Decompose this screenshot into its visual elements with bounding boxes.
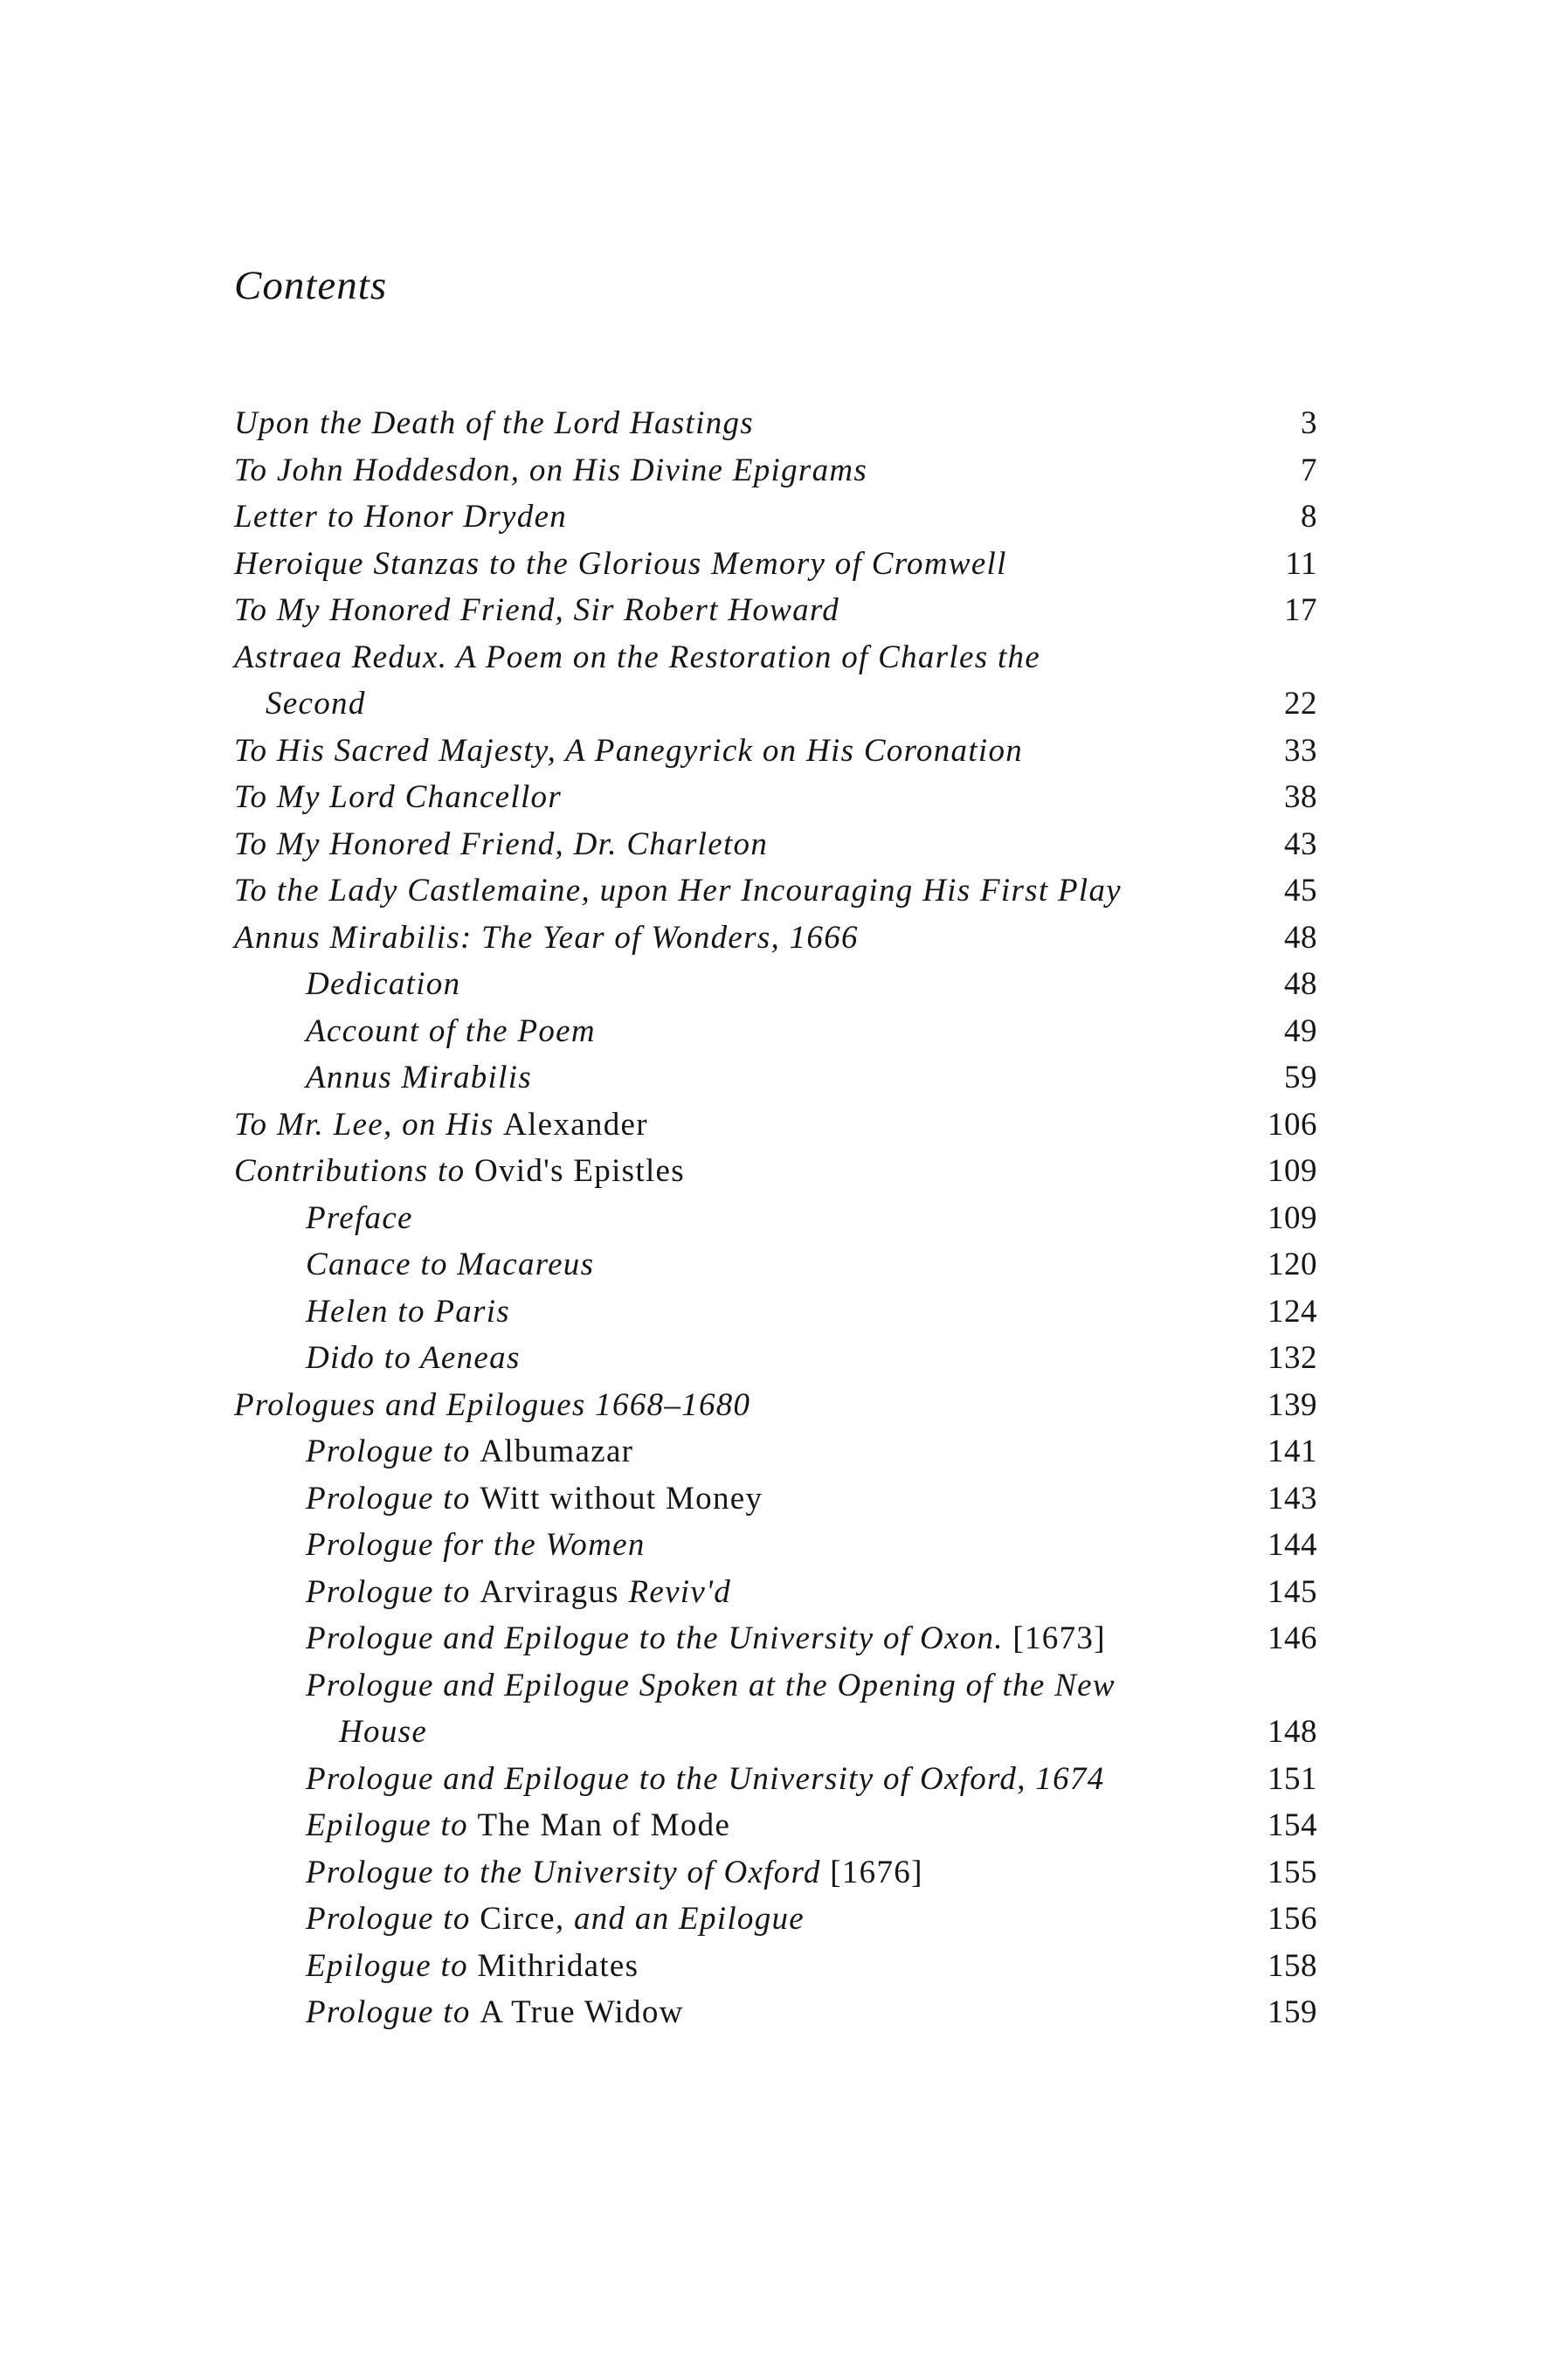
toc-entry-title: [306, 1574, 731, 1610]
toc-entry-title-part: Prologue to: [306, 1480, 480, 1517]
toc-entry: [234, 1802, 1317, 1849]
toc-entry: [234, 587, 1317, 634]
toc-entry-title: [234, 405, 754, 441]
toc-entry: [234, 774, 1317, 821]
toc-entry-page-number: 109: [1268, 1153, 1317, 1189]
toc-entry-page-number: 17: [1284, 592, 1317, 628]
toc-entry-page-number: 159: [1268, 1994, 1317, 2030]
toc-entry: [234, 728, 1317, 775]
toc-entry-title-part: Canace to Macareus: [306, 1247, 595, 1282]
toc-entry-page-number: 48: [1284, 966, 1317, 1002]
toc-entry-title-part: Arviragus: [480, 1573, 619, 1610]
toc-entry: [234, 1989, 1317, 2036]
toc-entry-title-part: Prologue and Epilogue to the University of Oxon.: [306, 1620, 1013, 1656]
toc-entry-page-number: 38: [1284, 779, 1317, 815]
toc-entry-page-number: 151: [1268, 1760, 1317, 1797]
toc-entry: [234, 1615, 1317, 1662]
toc-entry-title: [306, 1294, 510, 1330]
toc-entry-title: [234, 1107, 648, 1143]
toc-entry-page-number: 154: [1268, 1807, 1317, 1843]
toc-entry-title-part: Reviv'd: [618, 1573, 732, 1610]
toc-entry: [234, 1849, 1317, 1897]
toc-entry-title-part: A True Widow: [480, 1994, 684, 2030]
toc-entry-page-number: 132: [1268, 1340, 1317, 1376]
toc-entry-page-number: 48: [1284, 919, 1317, 956]
toc-entry-title: [306, 1481, 763, 1517]
toc-entry-title: [306, 1340, 521, 1376]
toc-entry-title-part: Heroique Stanzas to the Glorious Memory of Cromwell: [234, 545, 1007, 582]
toc-entry-page-number: 45: [1284, 873, 1317, 909]
toc-entry-page-number: 143: [1268, 1480, 1317, 1517]
toc-entry-page-number: 156: [1268, 1901, 1317, 1937]
toc-entry-title-part: Contributions to: [234, 1153, 474, 1189]
toc-entry: [234, 821, 1317, 868]
toc-entry-title-part: Prologue to: [306, 1434, 480, 1469]
toc-entry: [234, 400, 1317, 447]
toc-entry-title: [234, 592, 839, 628]
toc-entry: [234, 1943, 1317, 1990]
toc-entry-title-part: Alexander: [503, 1106, 648, 1143]
toc-entry-title: [306, 1060, 532, 1095]
toc-entry-title-part: House: [339, 1714, 428, 1750]
toc-entry-title-part: Prologue to: [306, 1901, 480, 1937]
toc-entry: [234, 1008, 1317, 1055]
toc-entry: [234, 1289, 1317, 1336]
toc-entry-title-part: To the Lady Castlemaine, upon Her Incouraging His First Play: [234, 873, 1122, 909]
toc-entry-title-part: Albumazar: [480, 1434, 634, 1469]
toc-entry-page-number: 158: [1268, 1947, 1317, 1984]
toc-entry-title: [306, 1527, 646, 1563]
toc-entry-title-part: The Man of Mode: [477, 1807, 731, 1843]
toc-entry-title-part: To His Sacred Majesty, A Panegyrick on His Coronation: [234, 732, 1024, 769]
toc-entry-title-part: Prologue to the University of Oxford: [306, 1854, 831, 1890]
toc-entry-title-part: Circe: [480, 1901, 556, 1937]
toc-entry-page-number: 33: [1284, 732, 1317, 769]
toc-entry-title-part: Astraea Redux. A Poem on the Restoration of Charles the: [234, 639, 1041, 675]
toc-entry-title: [234, 1387, 750, 1423]
toc-entry-title-part: To My Honored Friend, Dr. Charleton: [234, 826, 769, 862]
toc-entry-page-number: 7: [1301, 452, 1317, 488]
toc-entry-page-number: 146: [1268, 1620, 1317, 1656]
toc-entry-title-part: Upon the Death of the Lord Hastings: [234, 405, 755, 441]
toc-entry: [234, 1662, 1317, 1710]
toc-entry-title-part: [1676]: [830, 1854, 923, 1890]
toc-entry: [234, 634, 1317, 681]
toc-entry-title: [234, 453, 867, 488]
toc-entry: [234, 447, 1317, 494]
toc-entry-page-number: 3: [1301, 405, 1317, 441]
toc-entry: [234, 541, 1317, 588]
toc-entry-page-number: 22: [1284, 686, 1317, 722]
toc-entry-title: [234, 639, 1040, 675]
toc-entry-title-part: , and an Epilogue: [555, 1901, 805, 1937]
toc-entry-page-number: 120: [1268, 1247, 1317, 1282]
toc-entry-title-part: To My Lord Chancellor: [234, 779, 563, 815]
toc-entry-title-part: Letter to Honor Dryden: [234, 499, 568, 535]
toc-entry-title: [266, 686, 366, 722]
toc-entry-title-part: Epilogue to: [306, 1947, 478, 1984]
toc-entry-title-part: Dido to Aeneas: [306, 1340, 521, 1376]
toc-entry-title: [306, 1434, 633, 1469]
toc-entry: [234, 1148, 1317, 1195]
toc-entry-title-part: Prologue to: [306, 1573, 480, 1610]
toc-entry-title-part: [1673]: [1012, 1620, 1106, 1656]
toc-entry-page-number: 145: [1268, 1573, 1317, 1610]
toc-entry-title: [306, 1807, 730, 1843]
toc-entry: [234, 1709, 1317, 1756]
toc-entry: [234, 1896, 1317, 1943]
toc-entry-title: [306, 1901, 805, 1937]
toc-entry-title: [306, 1668, 1116, 1703]
toc-entry-title-part: Annus Mirabilis: [306, 1060, 532, 1095]
toc-entry: [234, 681, 1317, 728]
toc-entry-title-part: Preface: [306, 1199, 413, 1236]
page-title: Contents: [234, 263, 388, 308]
toc-entry-title-part: Annus Mirabilis: The Year of Wonders, 1666: [234, 919, 859, 956]
toc-entry: [234, 494, 1317, 541]
toc-entry-title: [234, 873, 1122, 909]
toc-entry-title: [306, 966, 460, 1002]
toc-entry: [234, 1428, 1317, 1475]
toc-entry: [234, 1382, 1317, 1429]
toc-entry-page-number: 148: [1268, 1714, 1317, 1750]
toc-entry-title: [306, 1247, 594, 1282]
toc-entry-title: [234, 499, 567, 535]
toc-entry: [234, 1241, 1317, 1289]
toc-entry-title: [306, 1013, 596, 1049]
toc-entry-page-number: 139: [1268, 1386, 1317, 1423]
toc-entry-title: [339, 1714, 427, 1750]
toc-entry-title: [306, 1948, 639, 1984]
toc-entry-page-number: 59: [1284, 1060, 1317, 1095]
toc-entry-title-part: Prologue for the Women: [306, 1527, 646, 1563]
toc-entry-title: [306, 1200, 413, 1236]
toc-entry-title-part: Account of the Poem: [306, 1012, 596, 1049]
toc-entry: [234, 1102, 1317, 1149]
toc-entry-page-number: 109: [1268, 1199, 1317, 1236]
toc-entry-title: [306, 1855, 923, 1890]
toc-entry-title: [306, 1994, 684, 2030]
toc-entry: [234, 1335, 1317, 1382]
toc-entry-title: [306, 1620, 1106, 1656]
toc-entry-title-part: Witt without Money: [480, 1480, 763, 1517]
toc-entry: [234, 1054, 1317, 1102]
toc-entry-title-part: Second: [266, 686, 366, 722]
toc-entry-title: [234, 779, 562, 815]
toc-entry-title: [234, 920, 859, 956]
toc-entry-title-part: To John Hoddesdon, on His Divine Epigrams: [234, 452, 868, 488]
toc-entry-title-part: Helen to Paris: [306, 1293, 511, 1330]
toc-entry-title-part: Epilogue to: [306, 1807, 478, 1843]
toc-entry-title-part: Prologue and Epilogue Spoken at the Opening of the New: [306, 1667, 1116, 1703]
toc-entry-title-part: To Mr. Lee, on His: [234, 1106, 504, 1143]
toc-entry-title-part: Prologue and Epilogue to the University of Oxford, 1674: [306, 1760, 1105, 1797]
toc-entry-title-part: Mithridates: [477, 1947, 639, 1984]
toc-entry-page-number: 106: [1268, 1106, 1317, 1143]
toc-entry: [234, 1522, 1317, 1569]
toc-entry-title: [234, 733, 1023, 769]
toc-entry-title: [234, 546, 1007, 582]
toc-entry: [234, 1756, 1317, 1803]
toc-entry-title-part: Ovid's Epistles: [473, 1153, 685, 1189]
toc-entry-title-part: Prologues and Epilogues 1668–1680: [234, 1386, 751, 1423]
toc-entry-title: [234, 826, 768, 862]
toc-entry-title: [306, 1761, 1105, 1797]
toc-entry-page-number: 141: [1268, 1434, 1317, 1469]
toc-entry: [234, 915, 1317, 962]
toc-entry: [234, 961, 1317, 1008]
toc-entry-page-number: 155: [1268, 1854, 1317, 1890]
toc-entry-page-number: 49: [1284, 1012, 1317, 1049]
toc-entry-page-number: 43: [1284, 826, 1317, 862]
toc-entry-page-number: 124: [1268, 1293, 1317, 1330]
toc-entry: [234, 1569, 1317, 1616]
table-of-contents: [234, 400, 1317, 2036]
toc-entry: [234, 1475, 1317, 1523]
toc-entry-title-part: Dedication: [306, 966, 461, 1002]
toc-entry-page-number: 11: [1285, 545, 1317, 582]
toc-entry-title: [234, 1153, 685, 1189]
toc-entry: [234, 867, 1317, 915]
toc-entry-title-part: To My Honored Friend, Sir Robert Howard: [234, 592, 840, 628]
toc-entry-title-part: Prologue to: [306, 1994, 480, 2030]
toc-entry-page-number: 8: [1301, 499, 1317, 535]
toc-entry: [234, 1195, 1317, 1242]
toc-entry-page-number: 144: [1268, 1527, 1317, 1563]
